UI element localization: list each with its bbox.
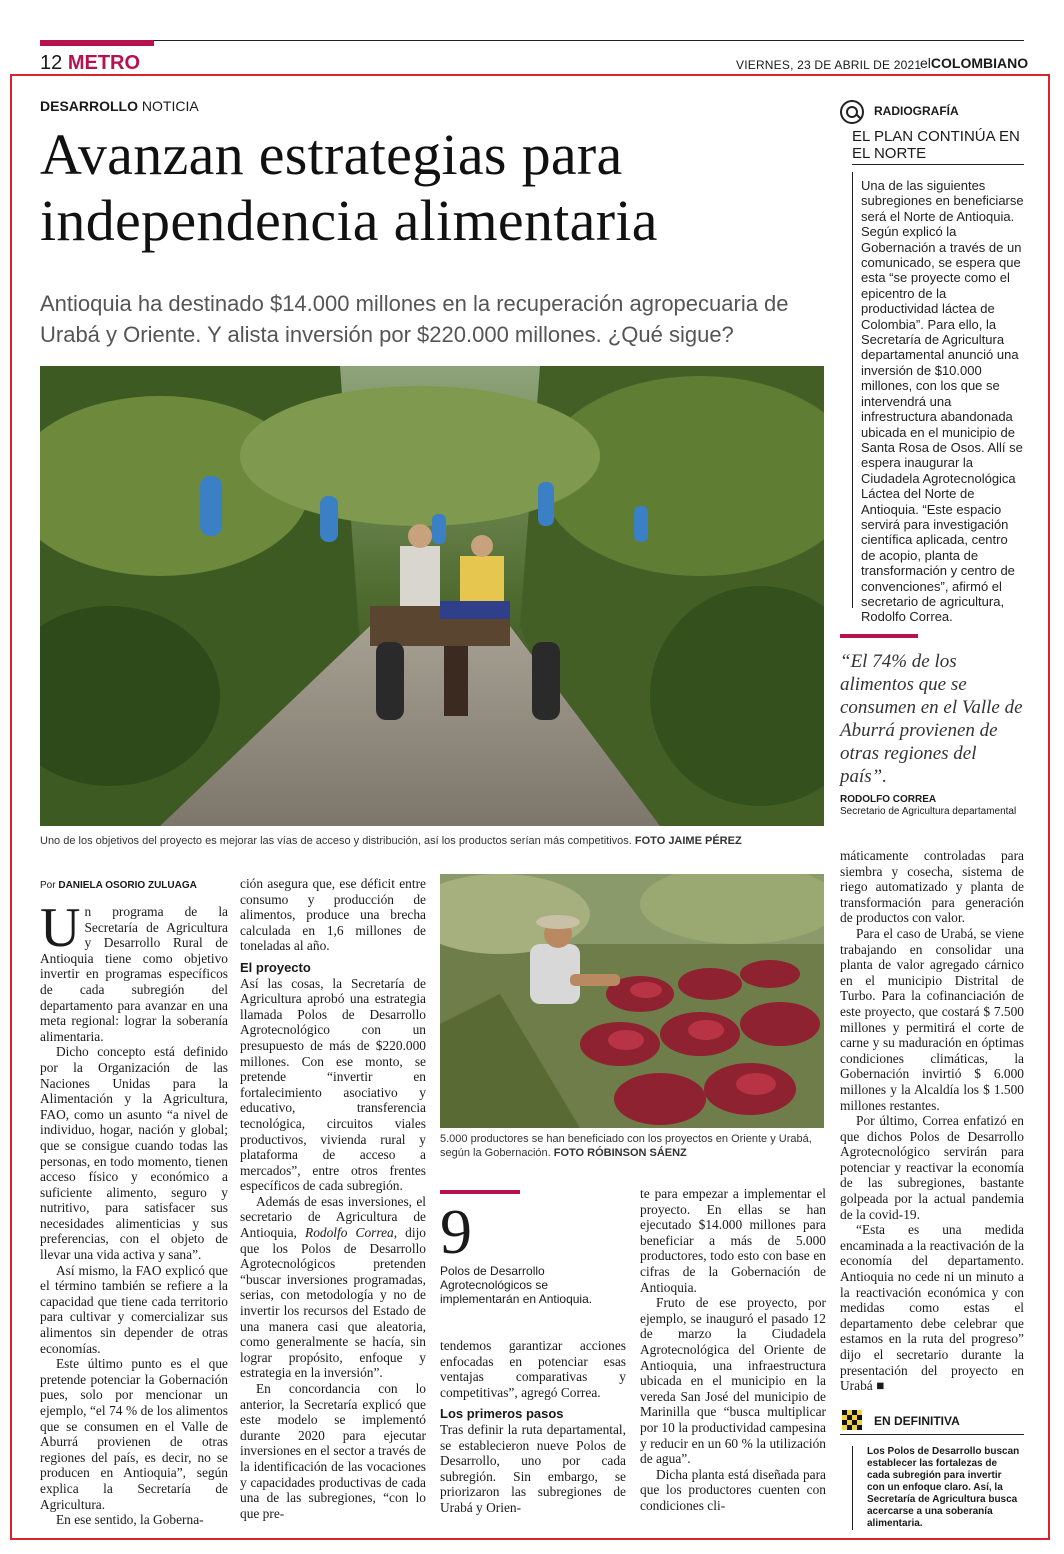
magnifier-icon	[840, 100, 864, 124]
kicker-bold: DESARROLLO	[40, 98, 138, 114]
quote-role: Secretario de Agricultura departamental	[840, 806, 1017, 817]
subhead: Antioquia ha destinado $14.000 millones en la recuperación agropecuaria de Urabá y Oriente. Y alista inversión por $220.000 millones. ¿Qué sigue?	[40, 291, 789, 347]
col2-paragraph-2: Así las cosas, la Secretaría de Agricultura aprobó una estrategia llamada Polos de Desarrollo Agrotecnológico con un presupuesto de más de $220.000 millones. Con ese monto, se pretende “invertir en fortalecimiento asociativo y educativo, transferencia tecnológica, circuitos viales productivos, vivienda rural y plataforma de acceso a mercados”, entre otros frentes específicos de cada subregión.	[240, 975, 426, 1194]
dropcap: U	[40, 897, 81, 959]
quote-author: RODOLFO CORREA	[840, 794, 937, 805]
byline-author: DANIELA OSORIO ZULUAGA	[58, 880, 197, 891]
photo2-caption	[440, 1132, 824, 1160]
col2-paragraph-1: ción asegura que, ese déficit entre consumo y producción de alimentos, produce una brecha calculada en 1,6 millones de toneladas al año.	[240, 876, 426, 954]
radiografia-box	[852, 172, 1025, 625]
col1-paragraph-1: n programa de la Secretaría de Agricultura y Desarrollo Rural de Antioquia tiene como objetivo invertir en programas específicos de cada subregión del departamento para avanzar en una meta regional: lograr la soberanía alimentaria.	[40, 904, 228, 1044]
byline-prefix: Por	[40, 880, 56, 891]
page-number	[40, 52, 140, 75]
col5-paragraph-3: Por último, Correa enfatizó en que dichos Polos de Desarrollo Agrotecnológico servirán para potenciar y reactivar la economía de las subregiones, bastante golpeada por la actual pandemia de la covid-19.	[840, 1113, 1024, 1222]
headline: Avanzan estrategias para independencia alimentaria	[40, 122, 658, 253]
article-column-2	[240, 876, 426, 1521]
col1-paragraph-4: Este último punto es el que pretende potenciar la Gobernación pues, solo por mencionar un ejemplo, “el 74 % de los alimentos que se consumen en el Valle de Aburrá provienen de otras regiones del país, es decir, no se producen en Antioquia”, según explica la Secretaría de Agricultura.	[40, 1356, 228, 1512]
article-column-1	[40, 897, 228, 1528]
col5-paragraph-4	[840, 1222, 1024, 1394]
stat-number: 9	[440, 1196, 472, 1267]
checker-icon	[842, 1410, 862, 1430]
kicker-rest: NOTICIA	[141, 98, 199, 114]
photo-lettuce-farmer	[440, 874, 824, 1128]
end-mark: ■	[876, 1378, 885, 1394]
photo2-credit: FOTO RÓBINSON SÁENZ	[553, 1147, 687, 1159]
paper-name	[920, 55, 1028, 71]
col4-paragraph-1: te para empezar a implementar el proyecto. En ellas se han ejecutado $14.000 millones para beneficiar a más de 5.000 productores, todo esto con base en cifras de la Gobernación de Antioquia.	[640, 1186, 826, 1295]
photo1-caption	[40, 834, 824, 848]
photo-cart-road	[40, 366, 824, 826]
definitiva-rule	[840, 1434, 1024, 1435]
article-column-5	[840, 848, 1024, 1394]
col3-paragraph-1: tendemos garantizar acciones enfocadas en potenciar esas ventajas comparativas y competitivas”, agregó Correa.	[440, 1338, 626, 1400]
byline	[40, 880, 197, 891]
col3-paragraph-2: Tras definir la ruta departamental, se establecieron nueve Polos de Desarrollo, uno por cada subregión. Sin embargo, se priorizaron las subregiones de Urabá y Orien-	[440, 1421, 626, 1515]
header-accent-bar	[40, 40, 154, 46]
col1-paragraph-3: Así mismo, la FAO explicó que el término también se refiere a la capacidad que tiene cada territorio para cultivar y comercializar sus alimentos sin depender de otras economías.	[40, 1262, 228, 1356]
col4-paragraph-3: Dicha planta está diseñada para que los productores cuenten con condiciones cli-	[640, 1466, 826, 1513]
paper-prefix: el	[920, 55, 931, 71]
col2-paragraph-3a: Además de esas inversiones, el secretario de Agricultura de Antioquia,	[240, 1193, 426, 1241]
radiografia-title: RADIOGRAFÍA	[874, 104, 959, 118]
pull-quote: “El 74% de los alimentos que se consumen en el Valle de Aburrá provienen de otras regiones del país”.	[840, 651, 1023, 787]
definitiva-body: Los Polos de Desarrollo buscan establecer las fortalezas de cada subregión para invertir con un enfoque claro. Así, la Secretaría de Agricultura busca acercarse a una soberanía alimentaria.	[852, 1446, 1022, 1530]
paper-title: COLOMBIANO	[930, 55, 1029, 71]
radiografia-headline: EL PLAN CONTINÚA EN EL NORTE	[852, 128, 1024, 165]
col5-paragraph-2: Para el caso de Urabá, se viene trabajando en consolidar una planta de valor agregado cárnico en el municipio Distrital de Turbo. Para la cofinanciación de este proyecto, que costará $ 7.500 millones y permitirá el corte de carne y su maduración en óptimas condiciones climáticas, la Gobernación invirtió $ 6.000 millones y la Alcaldía los $ 1.500 millones restantes.	[840, 925, 1024, 1113]
col5-paragraph-4-text: “Esta es una medida encaminada a la reactivación de la economía del departamento. Antioquia no cede ni un minuto a la reactivación económica y con medidas como estas el departamento debe celebrar que estamos en la ruta del progreso” dijo el secretario durante la presentación del proyecto en Urabá	[840, 1222, 1025, 1394]
col2-paragraph-4: En concordancia con lo anterior, la Secretaría explicó que este modelo se implementó durante 2020 para ejecutar inversiones en el sector a través de la identificación de las vocaciones y capacidades productivas de cada una de las subregiones, “con lo que pre-	[240, 1381, 426, 1521]
col2-paragraph-3	[240, 1194, 426, 1381]
col1-paragraph-2: Dicho concepto está definido por la Organización de las Naciones Unidas para la Alimentación y la Agricultura, FAO, como un asunto “a nivel de individuo, hogar, nación y global; que se consigue cuando todas las personas, en todo momento, tienen acceso físico y económico a suficiente alimento, seguro y nutritivo, para satisfacer sus necesidades alimenticias y sus preferencias, con el objeto de llevar una vida activa y sana”.	[40, 1044, 228, 1263]
stat-accent-bar	[440, 1190, 520, 1194]
article-column-3	[440, 1338, 626, 1516]
subhead-el-proyecto: El proyecto	[240, 959, 311, 975]
kicker	[40, 98, 199, 114]
col4-paragraph-2: Fruto de ese proyecto, por ejemplo, se inauguró el pasado 12 de marzo la Ciudadela Agrotecnológica del Oriente de Antioquia, una infraestructura ubicada en el municipio en la vereda San José del municipio de Marinilla que “busca multiplicar por 10 la productividad campesina y reducir en un 60 % la utilización de agua”.	[640, 1295, 826, 1467]
col1-paragraph-5: En ese sentido, la Goberna-	[56, 1512, 204, 1528]
col2-name: Rodolfo Correa	[305, 1225, 394, 1241]
col5-paragraph-1: máticamente controladas para siembra y cosecha, sistema de riego automatizado y planta de transformación para generación de productos con valor.	[840, 848, 1024, 926]
dateline: VIERNES, 23 DE ABRIL DE 2021	[736, 58, 922, 72]
col2-paragraph-3b: , dijo que los Polos de Desarrollo Agrotecnológicos pretenden “buscar inversiones programadas, serias, con metodología y no de invertir los recursos del Estado de una manera casi que aleatoria, como generalmente se hacía, sin lograr propósito, enfoque y estrategia en la inversión”.	[240, 1225, 426, 1381]
photo1-caption-text: Uno de los objetivos del proyecto es mejorar las vías de acceso y distribución, así los productos serían más competitivos.	[40, 835, 632, 847]
stat-text: Polos de Desarrollo Agrotecnológicos se implementarán en Antioquia.	[440, 1264, 593, 1306]
article-column-4	[640, 1186, 826, 1513]
photo2-caption-text: 5.000 productores se han beneficiado con los proyectos en Oriente y Urabá, según la Gobernación.	[440, 1133, 812, 1159]
section-name: METRO	[67, 52, 141, 74]
page-number-value: 12	[40, 52, 63, 74]
subhead-primeros-pasos: Los primeros pasos	[440, 1406, 564, 1422]
quote-accent-bar	[840, 634, 918, 638]
definitiva-title: EN DEFINITIVA	[874, 1414, 960, 1428]
header-rule	[40, 40, 1024, 41]
photo1-credit: FOTO JAIME PÉREZ	[634, 835, 742, 847]
radiografia-body: Una de las siguientes subregiones en beneficiarse será el Norte de Antioquia. Según explicó la Gobernación a través de un comunicado, se espera que esta “se proyecte como el epicentro de la productividad láctea de Colombia”. Para ello, la Secretaría de Agricultura departamental anunció una inversión de $10.000 millones, con los que se intervendrá una infrestructura abandonada ubicada en el municipio de Santa Rosa de Osos. Allí se espera inaugurar la Ciudadela Agrotecnológica Láctea del Norte de Antioquia. “Este espacio servirá para investigación científica aplicada, centro de acopio, planta de transformación y centro de convenciones”, afirmó el secretario de agricultura, Rodolfo Correa.	[861, 178, 1024, 625]
